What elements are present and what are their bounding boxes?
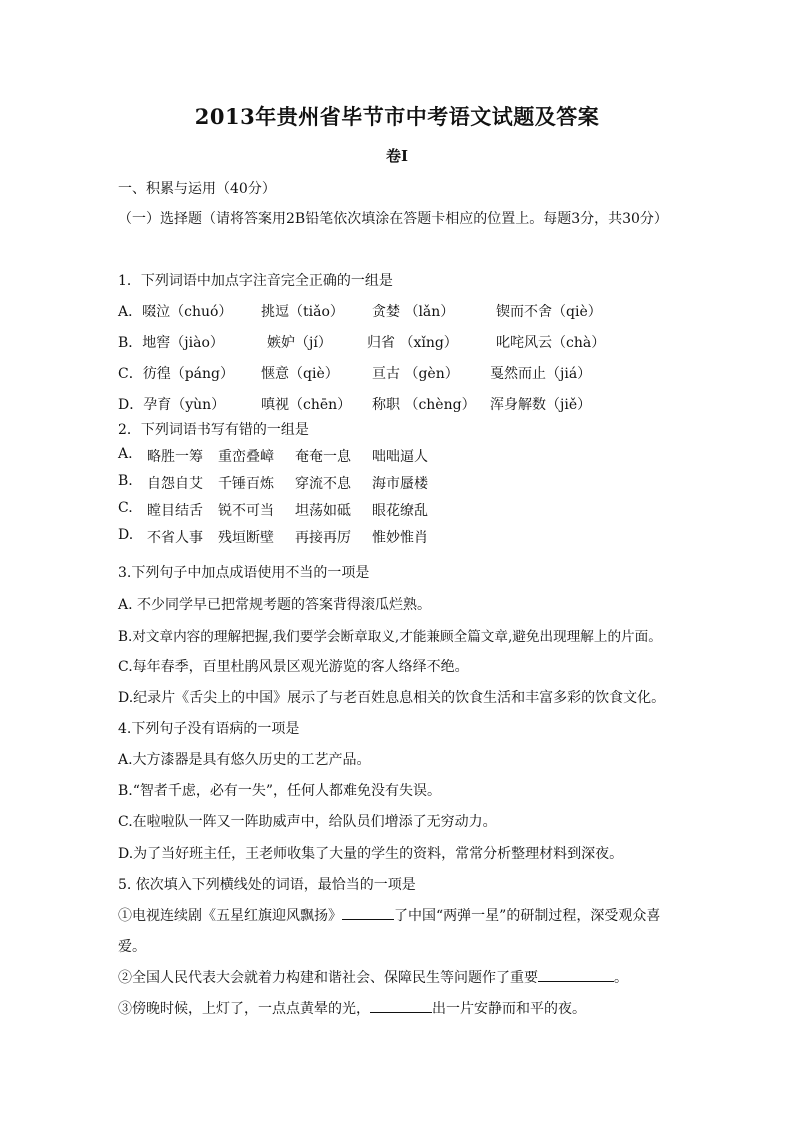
question-1-stem: 1．下列词语中加点字注音完全正确的一组是 [118,273,393,289]
q1-c-4: 戛然而止（jiá） [490,366,592,382]
q3-option-c: C.每年春季，百里杜鹃风景区观光游览的客人络绎不绝。 [118,659,469,675]
q2-a-4: 咄咄逼人 [372,449,428,465]
q2-c-label: C. [118,500,133,516]
q2-c-1: 瞠目结舌 [147,503,203,519]
q2-b-2: 千锤百炼 [218,476,274,492]
q5-sentence-1 [118,905,660,925]
q2-d-label: D. [118,527,134,543]
q1-d-1: D．孕育（yùn） [118,397,226,413]
q2-d-4: 惟妙惟肖 [372,530,428,546]
q2-a-3: 奄奄一息 [295,449,351,465]
volume-label: 卷Ⅰ [385,147,409,165]
q4-option-b: B.“智者千虑，必有一失”，任何人都难免没有失误。 [118,783,442,799]
q1-a-2: 挑逗（tiǎo） [261,304,344,320]
q1-d-4: 浑身解数（jiě） [490,397,592,413]
q2-d-2: 残垣断壁 [218,530,274,546]
section-instructions: （一）选择题（请将答案用2B铅笔依次填涂在答题卡相应的位置上。每题3分，共30分） [118,211,668,227]
fill-blank-2[interactable] [538,967,614,982]
q5-sentence-3 [118,998,586,1018]
q1-c-2: 惬意（qiè） [261,366,339,382]
q1-c-3: 亘古 （gèn） [372,366,459,382]
section-heading: 一、积累与运用（40分） [118,181,276,197]
q1-c-1: C．彷徨（páng） [118,366,234,382]
q2-c-4: 眼花缭乱 [372,503,428,519]
q1-a-4: 锲而不舍（qiè） [496,304,602,320]
q2-c-3: 坦荡如砥 [295,503,351,519]
question-4-stem: 4.下列句子没有语病的一项是 [118,721,300,737]
q2-d-3: 再接再厉 [295,530,351,546]
q5-s1-part-a: ①电视连续剧《五星红旗迎风飘扬》 [118,908,342,924]
q2-b-1: 自怨自艾 [147,476,203,492]
q1-a-3: 贪婪 （lǎn） [372,304,455,320]
q3-option-b: B.对文章内容的理解把握,我们要学会断章取义,才能兼顾全篇文章,避免出现理解上的片面。 [118,629,662,645]
question-5-stem: 5. 依次填入下列横线处的词语，最恰当的一项是 [118,877,416,893]
q2-b-label: B. [118,473,133,489]
q5-s2-part-a: ②全国人民代表大会就着力构建和谐社会、保障民生等问题作了重要 [118,970,538,986]
q5-s1-part-b: 了中国“两弹一星”的研制过程，深受观众喜 [394,908,661,924]
q2-b-3: 穿流不息 [295,476,351,492]
q1-b-2: 嫉妒（jí） [267,335,332,351]
question-2-stem: 2．下列词语书写有错的一组是 [118,422,309,438]
q2-d-1: 不省人事 [147,530,203,546]
q2-b-4: 海市蜃楼 [372,476,428,492]
fill-blank-3[interactable] [370,998,432,1013]
q4-option-c: C.在啦啦队一阵又一阵助威声中，给队员们增添了无穷动力。 [118,814,497,830]
q2-c-2: 锐不可当 [218,503,274,519]
q3-option-d: D.纪录片《舌尖上的中国》展示了与老百姓息息相关的饮食生活和丰富多彩的饮食文化。 [118,690,666,706]
q4-option-d: D.为了当好班主任，王老师收集了大量的学生的资料，常常分析整理材料到深夜。 [118,846,624,862]
q5-s1-part-c: 爱。 [118,939,146,955]
page-title: 2013年贵州省毕节市中考语文试题及答案 [194,104,600,129]
q1-b-3: 归省 （xǐng） [367,335,458,351]
q5-s3-part-a: ③傍晚时候，上灯了，一点点黄晕的光， [118,1001,370,1017]
q5-s3-part-b: 出一片安静而和平的夜。 [432,1001,586,1017]
q1-a-1: A．啜泣（chuó） [118,304,233,320]
q1-b-1: B．地窖（jiào） [118,335,224,351]
q5-sentence-2 [118,967,628,987]
q1-d-2: 嗔视（chēn） [261,397,352,413]
q4-option-a: A.大方漆器是具有悠久历史的工艺产品。 [118,752,371,768]
q2-a-1: 略胜一筹 [147,449,203,465]
q5-s2-part-b: 。 [614,970,628,986]
q1-d-3: 称职 （chèng） [372,397,476,413]
q2-a-label: A. [118,446,133,462]
q2-a-2: 重峦叠嶂 [218,449,274,465]
q1-b-4: 叱咤风云（chà） [496,335,606,351]
question-3-stem: 3.下列句子中加点成语使用不当的一项是 [118,565,370,581]
q3-option-a: A. 不少同学早已把常规考题的答案背得滚瓜烂熟。 [118,597,432,613]
fill-blank-1[interactable] [342,905,394,920]
